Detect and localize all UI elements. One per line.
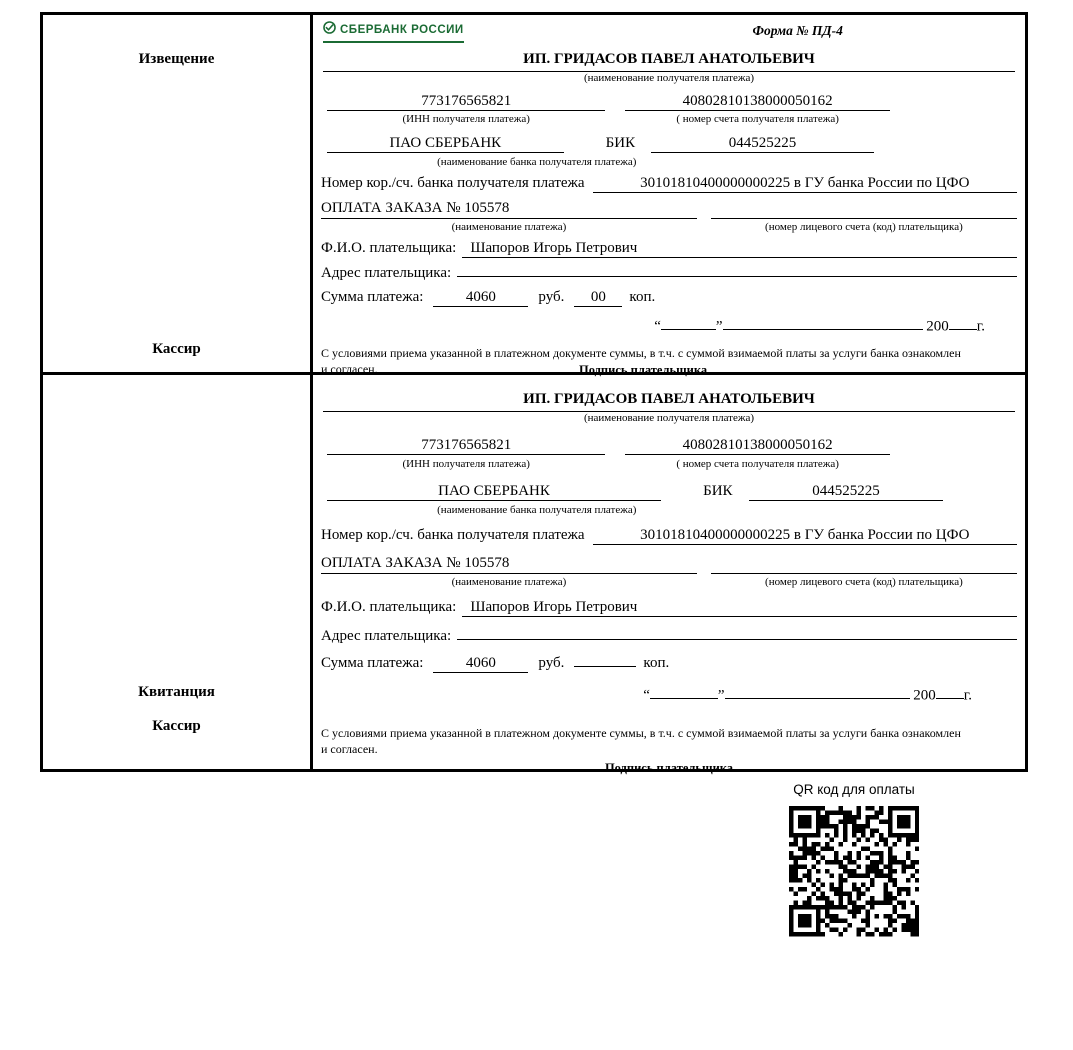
- receipt-account-value: 40802810138000050162: [625, 437, 889, 455]
- receipt-date-month-blank: [725, 685, 910, 699]
- receipt-bik-label: БИК: [703, 483, 733, 499]
- notice-inn-account-row: [321, 93, 1017, 111]
- notice-sum-row: [321, 289, 1017, 307]
- notice-date-line: [321, 316, 985, 335]
- receipt-date-quote-close: ”: [717, 687, 725, 704]
- notice-cashier-label: Кассир: [152, 341, 201, 357]
- notice-date-quote-open: “: [654, 318, 661, 335]
- sberbank-logo-text: СБЕРБАНК РОССИИ: [340, 24, 464, 36]
- notice-year-suffix: г.: [976, 318, 985, 335]
- receipt-bank-row: [321, 483, 1017, 501]
- receipt-section-label: Квитанция: [138, 684, 215, 700]
- receipt-corr-row: [321, 527, 1017, 545]
- notice-sum-label: Сумма платежа:: [321, 289, 424, 305]
- notice-sum-rub: 4060: [433, 289, 528, 307]
- notice-payer-name: Шапоров Игорь Петрович: [462, 240, 1017, 258]
- notice-year-blank: [949, 316, 977, 330]
- sberbank-logo: [323, 21, 464, 43]
- receipt-section: [43, 375, 1025, 776]
- receipt-address-blank: [457, 639, 1017, 640]
- receipt-sum-label: Сумма платежа:: [321, 655, 424, 671]
- notice-kop-label: коп.: [629, 289, 656, 305]
- notice-account-value: 40802810138000050162: [625, 93, 889, 111]
- notice-terms-text: С условиями приема указанной в платежном документе суммы, в т.ч. с суммой взимаемой платы за услуги банка ознакомлен и согласен.: [321, 346, 961, 376]
- notice-payment-caption: (наименование платежа): [451, 221, 567, 233]
- notice-personal-account-blank: [711, 200, 1017, 219]
- notice-payment-row: [321, 200, 1017, 219]
- notice-inn-account-captions: [321, 113, 1017, 125]
- notice-body: [313, 15, 1025, 378]
- receipt-payment-captions: [321, 576, 1017, 588]
- receipt-kop-label: коп.: [643, 655, 670, 671]
- notice-left-cell: [43, 15, 313, 372]
- notice-bank-row: [321, 135, 1017, 153]
- receipt-corr-value: 30101810400000000225 в ГУ банка России по ЦФО: [593, 527, 1017, 545]
- notice-payee-name: ИП. ГРИДАСОВ ПАВЕЛ АНАТОЛЬЕВИЧ: [323, 51, 1015, 72]
- notice-date-quote-close: ”: [715, 318, 723, 335]
- sberbank-logo-icon: [323, 21, 336, 39]
- notice-bank-name: ПАО СБЕРБАНК: [327, 135, 564, 153]
- notice-payment-captions: [321, 221, 1017, 233]
- notice-bik-value: 044525225: [651, 135, 874, 153]
- notice-year-prefix: 200: [926, 318, 949, 335]
- notice-date-day-blank: [661, 316, 716, 330]
- receipt-sum-rub: 4060: [433, 655, 528, 673]
- notice-rub-label: руб.: [538, 289, 565, 305]
- notice-order-number: 105578: [464, 200, 510, 216]
- receipt-date-day-blank: [650, 685, 718, 699]
- receipt-address-label: Адрес плательщика:: [321, 628, 452, 644]
- notice-personal-caption: (номер лицевого счета (код) плательщика): [765, 221, 963, 233]
- receipt-payment-label: ОПЛАТА ЗАКАЗА №: [321, 555, 461, 571]
- receipt-year-suffix: г.: [963, 687, 972, 704]
- notice-address-blank: [457, 276, 1017, 277]
- receipt-left-cell: [43, 375, 313, 769]
- notice-header-row: [321, 19, 1017, 51]
- receipt-terms-text: С условиями приема указанной в платежном документе суммы, в т.ч. с суммой взимаемой платы за услуги банка ознакомлен и согласен.: [321, 726, 961, 756]
- receipt-personal-caption: (номер лицевого счета (код) плательщика): [765, 576, 963, 588]
- notice-address-row: [321, 265, 1017, 282]
- payment-form-pd4: [40, 12, 1028, 776]
- notice-sum-kop: 00: [574, 289, 622, 307]
- qr-code-icon: [789, 806, 920, 937]
- notice-corr-row: [321, 175, 1017, 193]
- receipt-payer-row: [321, 599, 1017, 617]
- notice-address-label: Адрес плательщика:: [321, 265, 452, 281]
- notice-section-label: Извещение: [138, 51, 215, 67]
- receipt-payment-row: [321, 555, 1017, 574]
- qr-caption: QR код для оплаты: [793, 782, 915, 797]
- receipt-address-row: [321, 628, 1017, 645]
- receipt-bik-value: 044525225: [749, 483, 944, 501]
- receipt-payment-name: [321, 555, 697, 574]
- receipt-year-blank: [936, 685, 964, 699]
- receipt-payee-name: ИП. ГРИДАСОВ ПАВЕЛ АНАТОЛЬЕВИЧ: [323, 391, 1015, 412]
- notice-bank-caption: (наименование банка получателя платежа): [437, 156, 637, 168]
- receipt-date-quote-open: “: [643, 687, 650, 704]
- receipt-account-caption: ( номер счета получателя платежа): [676, 458, 839, 470]
- receipt-signature-label: Подпись плательщика: [604, 761, 734, 776]
- notice-signature-label: Подпись плательщика: [579, 363, 708, 378]
- receipt-sum-row: [321, 655, 1017, 673]
- notice-corr-value: 30101810400000000225 в ГУ банка России по ЦФО: [593, 175, 1017, 193]
- receipt-payer-name: Шапоров Игорь Петрович: [462, 599, 1017, 617]
- receipt-inn-value: 773176565821: [327, 437, 605, 455]
- receipt-year-prefix: 200: [913, 687, 936, 704]
- receipt-rub-label: руб.: [538, 655, 565, 671]
- notice-payer-label: Ф.И.О. плательщика:: [321, 240, 457, 256]
- receipt-cashier-label: Кассир: [152, 718, 201, 734]
- receipt-payer-label: Ф.И.О. плательщика:: [321, 599, 457, 615]
- qr-block: [788, 782, 920, 937]
- notice-bik-label: БИК: [605, 135, 636, 151]
- receipt-order-number: 105578: [464, 555, 510, 571]
- receipt-corr-label: Номер кор./сч. банка получателя платежа: [321, 527, 585, 543]
- receipt-date-line: [321, 685, 972, 704]
- notice-corr-label: Номер кор./сч. банка получателя платежа: [321, 175, 585, 191]
- receipt-payee-caption: (наименование получателя платежа): [583, 412, 755, 424]
- notice-section: [43, 15, 1025, 378]
- notice-date-month-blank: [723, 316, 923, 330]
- receipt-inn-caption: (ИНН получателя платежа): [402, 458, 530, 470]
- receipt-inn-account-captions: [321, 458, 1017, 470]
- notice-payment-name: [321, 200, 697, 219]
- notice-account-caption: ( номер счета получателя платежа): [676, 113, 839, 125]
- receipt-body: [313, 375, 1025, 776]
- receipt-personal-account-blank: [711, 555, 1017, 574]
- notice-payer-row: [321, 240, 1017, 258]
- notice-payment-label: ОПЛАТА ЗАКАЗА №: [321, 200, 461, 216]
- receipt-bank-caption: (наименование банка получателя платежа): [437, 504, 637, 516]
- receipt-bank-name: ПАО СБЕРБАНК: [327, 483, 661, 501]
- receipt-payment-caption: (наименование платежа): [451, 576, 567, 588]
- receipt-inn-account-row: [321, 437, 1017, 455]
- receipt-terms-block: [321, 726, 1017, 776]
- notice-inn-caption: (ИНН получателя платежа): [402, 113, 530, 125]
- receipt-sum-kop: [574, 666, 636, 667]
- form-number: Форма № ПД-4: [752, 23, 843, 38]
- notice-payee-caption: (наименование получателя платежа): [583, 72, 755, 84]
- notice-inn-value: 773176565821: [327, 93, 605, 111]
